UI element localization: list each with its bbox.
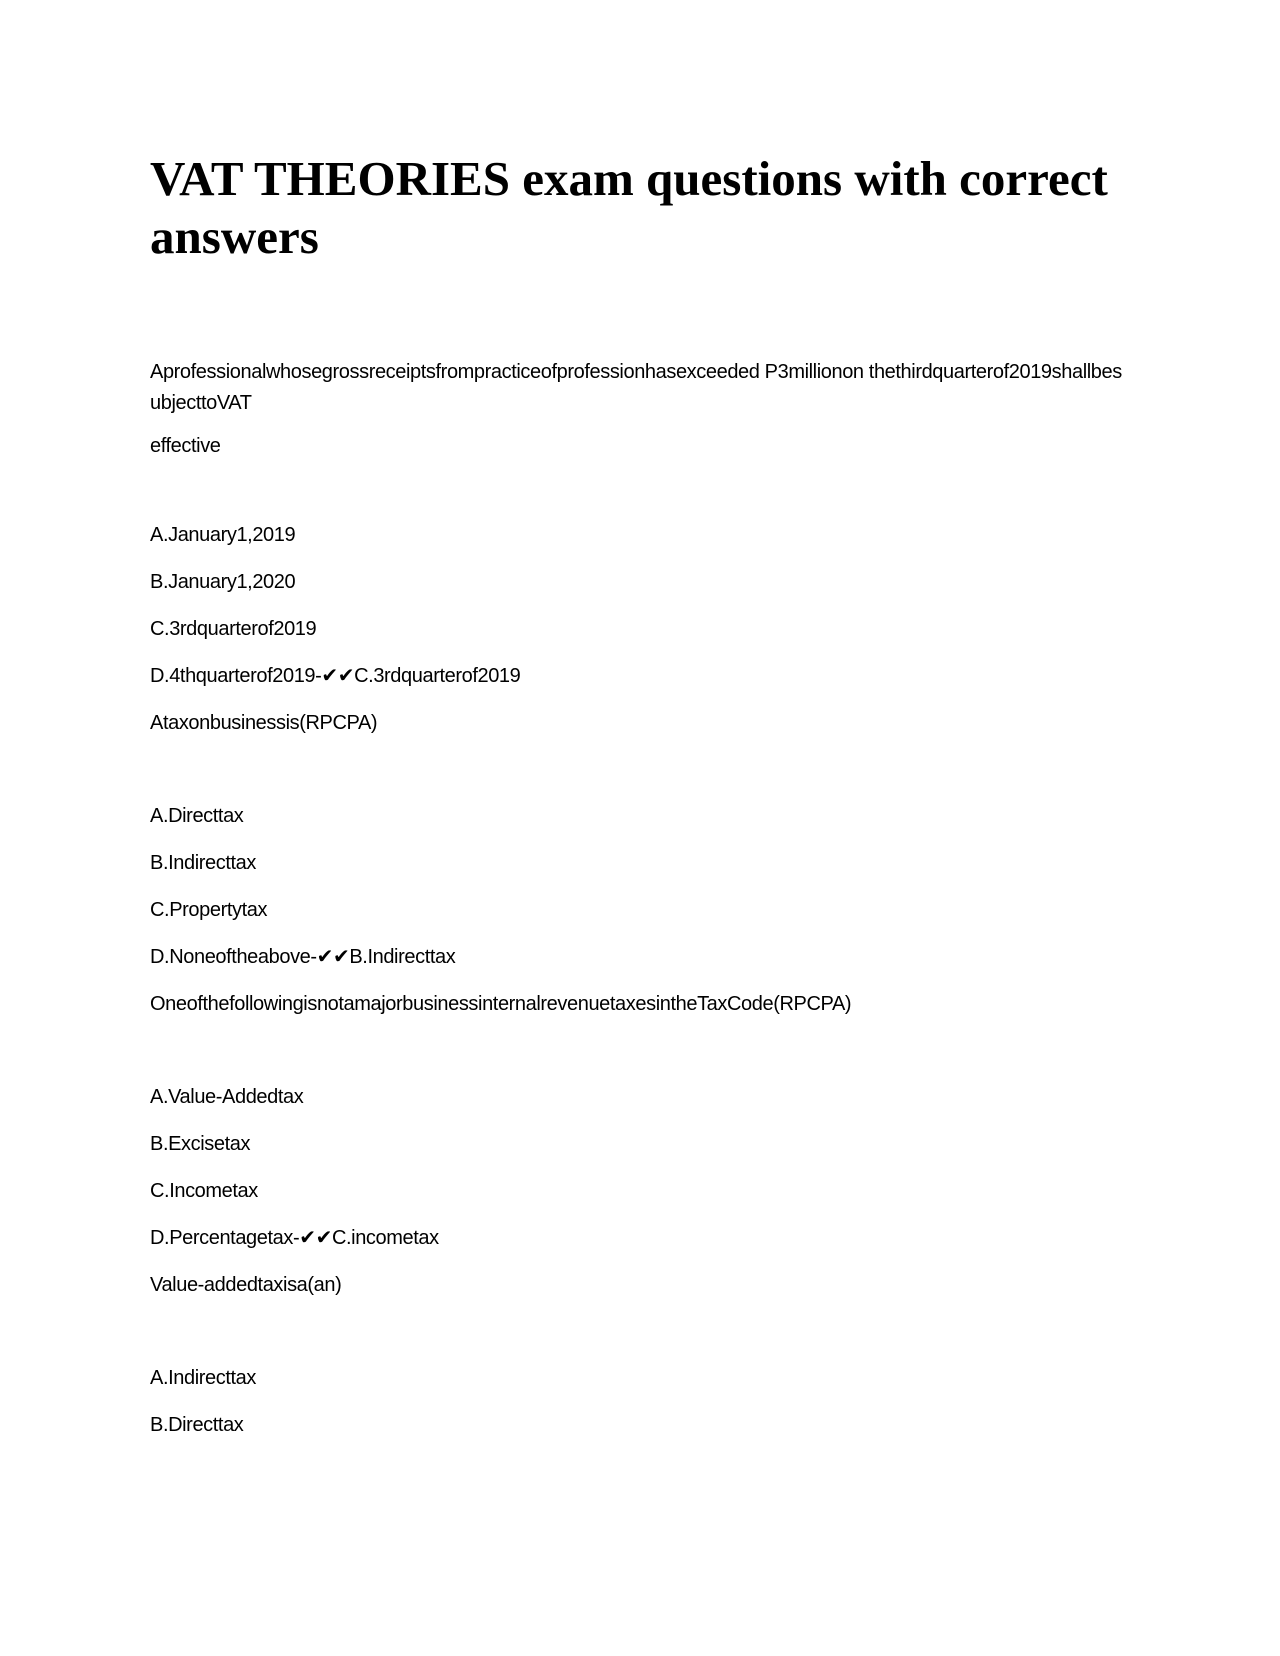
document-title: VAT THEORIES exam questions with correct answers bbox=[150, 151, 1108, 264]
option-a: A.January1,2019 bbox=[150, 524, 296, 546]
question-2 bbox=[150, 708, 1130, 989]
question-stem: Value-addedtaxisa(an) bbox=[150, 1274, 342, 1296]
document-header bbox=[150, 150, 1130, 266]
option-a: A.Indirecttax bbox=[150, 1367, 256, 1389]
spacer bbox=[150, 1020, 1130, 1082]
option-c: C.3rdquarterof2019 bbox=[150, 618, 317, 640]
question-stem: Aprofessionalwhosegrossreceiptsfrompracticeofprofessionhasexceeded P3millionon thethirdquarterof2019shallbesubjecttoVAT bbox=[150, 361, 1122, 414]
option-b: B.Excisetax bbox=[150, 1133, 251, 1155]
option-d-answer: D.Noneoftheabove-✔✔B.Indirecttax bbox=[150, 946, 456, 968]
option-b: B.Indirecttax bbox=[150, 852, 256, 874]
question-4 bbox=[150, 1270, 1130, 1457]
option-a: A.Value-Addedtax bbox=[150, 1086, 304, 1108]
spacer bbox=[150, 462, 1130, 520]
spacer bbox=[150, 739, 1130, 801]
spacer bbox=[150, 1301, 1130, 1363]
question-stem-continued: effective bbox=[150, 435, 221, 457]
option-c: C.Incometax bbox=[150, 1180, 258, 1202]
option-b: B.January1,2020 bbox=[150, 571, 296, 593]
option-b: B.Directtax bbox=[150, 1414, 244, 1436]
question-stem: Ataxonbusinessis(RPCPA) bbox=[150, 712, 378, 734]
document-body bbox=[150, 357, 1130, 1457]
option-d-answer: D.Percentagetax-✔✔C.incometax bbox=[150, 1227, 439, 1249]
question-1 bbox=[150, 357, 1130, 708]
option-a: A.Directtax bbox=[150, 805, 244, 827]
option-d-answer: D.4thquarterof2019-✔✔C.3rdquarterof2019 bbox=[150, 665, 521, 687]
option-c: C.Propertytax bbox=[150, 899, 268, 921]
question-stem: OneofthefollowingisnotamajorbusinessinternalrevenuetaxesintheTaxCode(RPCPA) bbox=[150, 993, 852, 1015]
question-3 bbox=[150, 989, 1130, 1270]
